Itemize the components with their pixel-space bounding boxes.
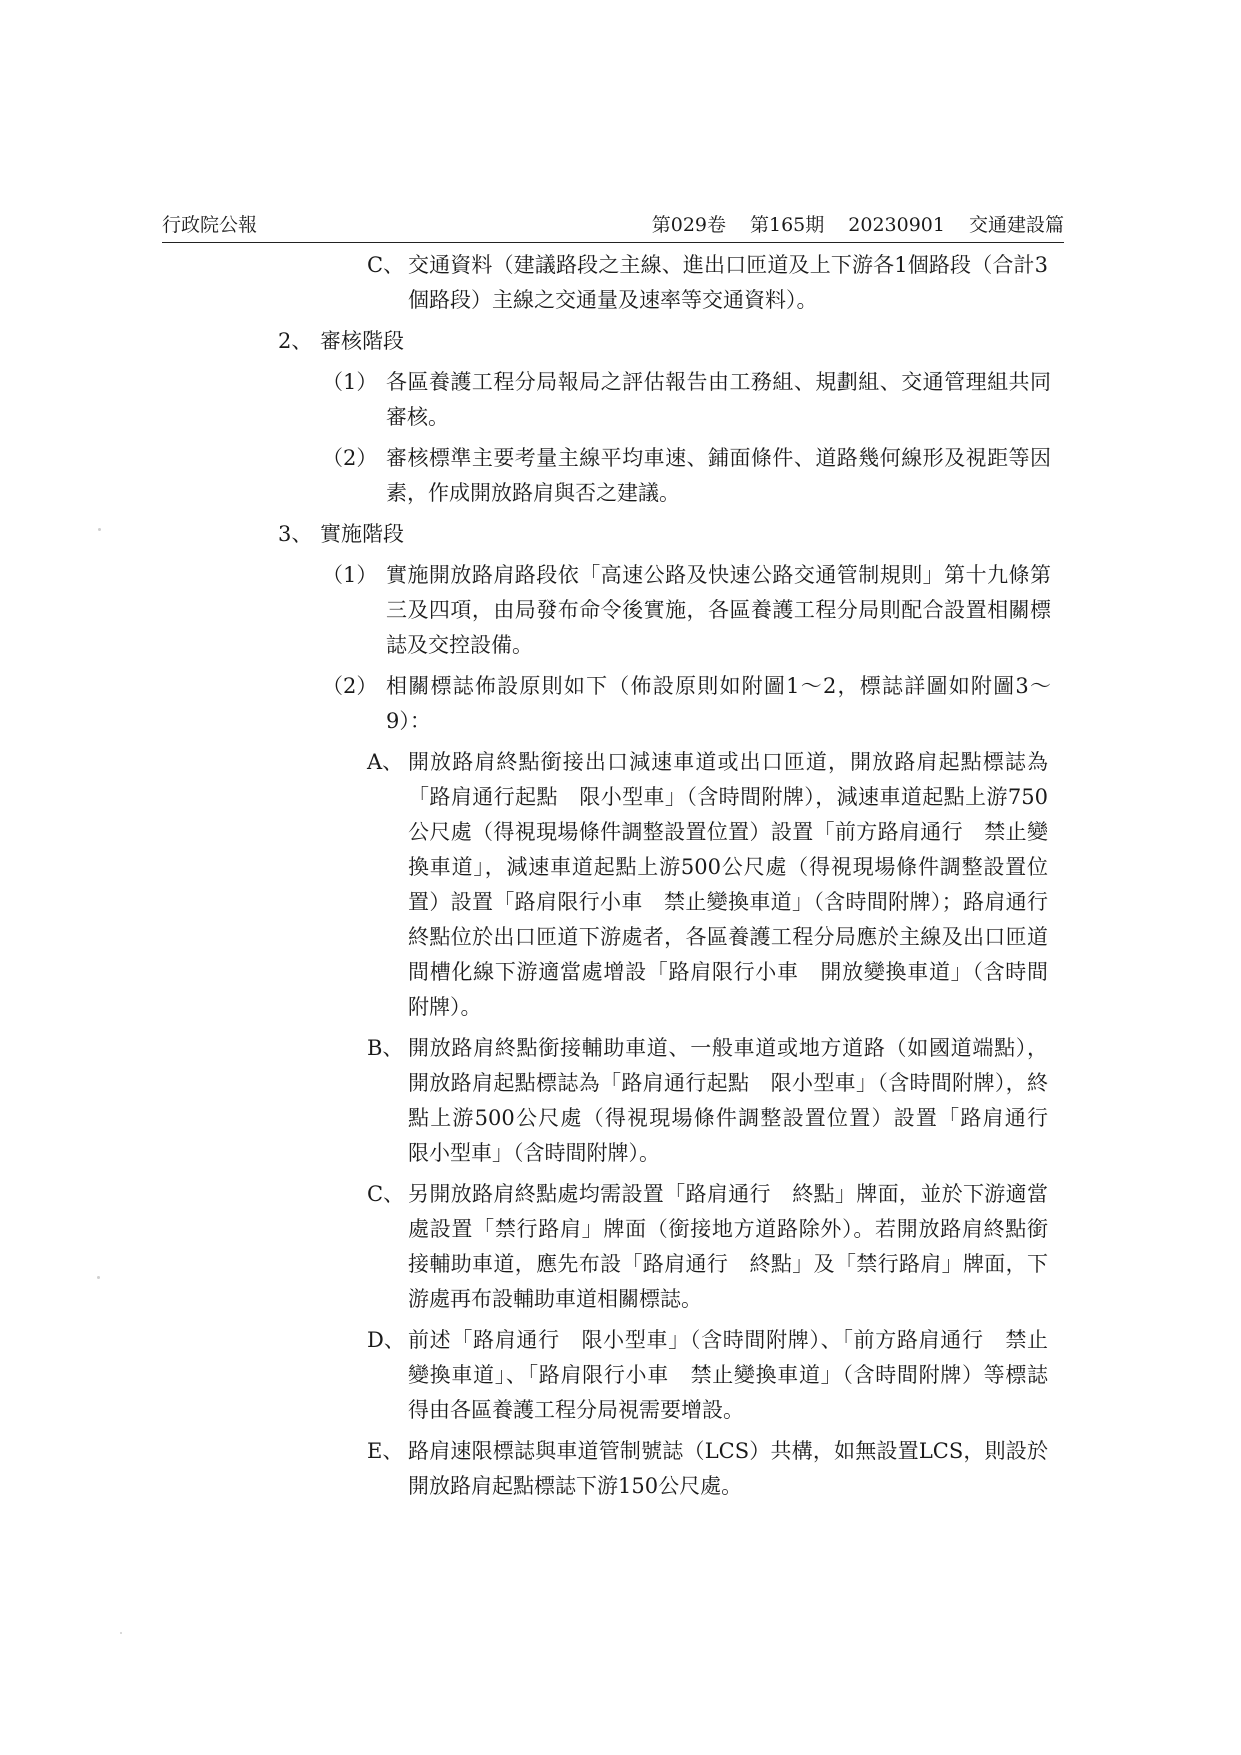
item-marker: （2） [322, 674, 378, 698]
item-marker: C、 [367, 1182, 405, 1206]
item-marker: C、 [367, 253, 405, 277]
item-marker: E、 [367, 1439, 404, 1463]
list-item [0, 745, 1241, 1025]
item-marker: （2） [322, 446, 378, 470]
list-item [0, 1177, 1241, 1317]
item-marker: D、 [367, 1328, 405, 1352]
item-text: 審核階段 [320, 329, 404, 353]
item-text: 交通資料（建議路段之主線、進出口匝道及上下游各1個路段（合計3個路段）主線之交通量及速率等交通資料）。 [408, 253, 1048, 312]
list-item [0, 558, 1241, 663]
item-marker: （1） [322, 563, 378, 587]
list-item [0, 365, 1241, 435]
item-text: 路肩速限標誌與車道管制號誌（LCS）共構，如無設置LCS，則設於開放路肩起點標誌下游150公尺處。 [408, 1439, 1048, 1498]
section-label: 交通建設篇 [968, 214, 1064, 236]
item-text: 實施階段 [320, 522, 404, 546]
item-text: 開放路肩終點銜接出口減速車道或出口匝道，開放路肩起點標誌為「路肩通行起點 限小型車」（含時間附牌），減速車道起點上游750公尺處（得視現場條件調整設置位置）設置「前方路肩通行 禁止變換車道」，減速車道起點上游500公尺處（得視現場條件調整設置位置）設置「路肩限行小車 禁止變換車道」（含時間附牌）；路肩通行終點位於出口匝道下游處者，各區養護工程分局應於主線及出口匝道間槽化線下游適當處增設「路肩限行小車 開放變換車道」（含時間附牌）。 [408, 750, 1048, 1019]
item-text: 審核標準主要考量主線平均車速、鋪面條件、道路幾何線形及視距等因素，作成開放路肩與否之建議。 [386, 446, 1051, 505]
item-marker: 2、 [278, 329, 313, 353]
publication-title: 行政院公報 [162, 214, 258, 236]
section-heading [0, 517, 1241, 552]
scan-speck [120, 1632, 122, 1634]
scan-speck [97, 1276, 100, 1279]
item-text: 實施開放路肩路段依「高速公路及快速公路交通管制規則」第十九條第三及四項，由局發布命令後實施，各區養護工程分局則配合設置相關標誌及交控設備。 [386, 563, 1051, 657]
item-marker: 3、 [278, 522, 313, 546]
volume-label: 第029卷 [651, 214, 726, 236]
date-label: 20230901 [848, 214, 945, 236]
list-item [0, 669, 1241, 739]
item-text: 相關標誌佈設原則如下（佈設原則如附圖1～2，標誌詳圖如附圖3～9）： [386, 674, 1051, 733]
item-text: 各區養護工程分局報局之評估報告由工務組、規劃組、交通管理組共同審核。 [386, 370, 1051, 429]
scan-speck [98, 528, 101, 531]
item-marker: B、 [367, 1036, 404, 1060]
list-item [0, 1434, 1241, 1504]
item-text: 另開放路肩終點處均需設置「路肩通行 終點」牌面，並於下游適當處設置「禁行路肩」牌面（銜接地方道路除外）。若開放路肩終點銜接輔助車道，應先布設「路肩通行 終點」及「禁行路肩」牌面，下游處再布設輔助車道相關標誌。 [408, 1182, 1048, 1311]
item-marker: A、 [367, 750, 404, 774]
item-text: 開放路肩終點銜接輔助車道、一般車道或地方道路（如國道端點），開放路肩起點標誌為「路肩通行起點 限小型車」（含時間附牌），終點上游500公尺處（得視現場條件調整設置位置）設置「路肩通行 限小型車」（含時間附牌）。 [408, 1036, 1069, 1165]
list-item [0, 1031, 1241, 1171]
issue-info [652, 212, 1064, 238]
section-heading [0, 324, 1241, 359]
page-header [162, 212, 1064, 243]
item-marker: （1） [322, 370, 378, 394]
issue-label: 第165期 [750, 214, 825, 236]
list-item [0, 1323, 1241, 1428]
document-body [0, 248, 1241, 1510]
list-item [0, 441, 1241, 511]
list-item [0, 248, 1241, 318]
item-text: 前述「路肩通行 限小型車」（含時間附牌）、「前方路肩通行 禁止變換車道」、「路肩限行小車 禁止變換車道」（含時間附牌）等標誌得由各區養護工程分局視需要增設。 [408, 1328, 1048, 1422]
